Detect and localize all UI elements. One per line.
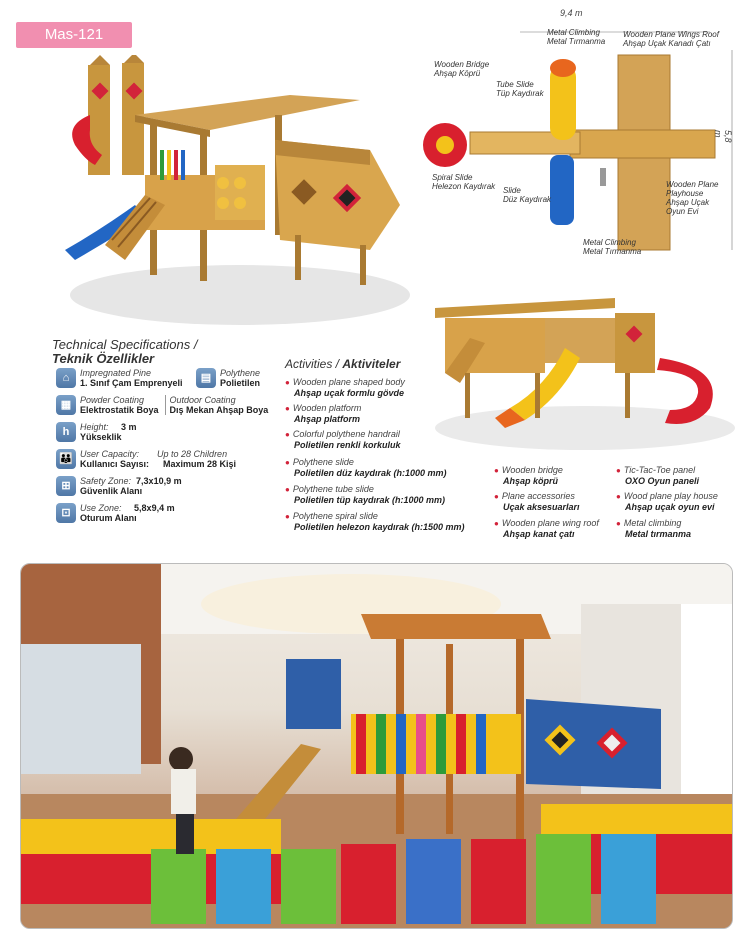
- spec-safety-zone: ⊞ Safety Zone: 7,3x10,9 m Güvenlik Alanı: [56, 476, 182, 496]
- spec-coating: ▦ Powder Coating Elektrostatik Boya Outdoor Coating Dış Mekan Ahşap Boya: [56, 395, 268, 415]
- depth-dimension: 5,8 m: [713, 130, 733, 143]
- activity-item: ● Polythene spiral slide Polietilen helezon kaydırak (h:1500 mm): [285, 511, 465, 532]
- coating-icon: ▦: [56, 395, 76, 415]
- photo-scene: [21, 564, 733, 929]
- label-wooden-bridge: Wooden Bridge Ahşap Köprü: [434, 60, 490, 78]
- top-view-diagram: [410, 20, 745, 260]
- activity-item: ● Wooden plane shaped body Ahşap uçak formlu gövde: [285, 377, 405, 398]
- height-icon: h: [56, 422, 76, 442]
- use-zone-icon: ⊡: [56, 503, 76, 523]
- activity-item: ● Plane accessories Uçak aksesuarları: [494, 491, 580, 512]
- label-metal-climbing-bottom: Metal Climbing Metal Tırmanma: [583, 238, 642, 256]
- installation-photo: [20, 563, 733, 929]
- activity-item: ● Polythene slide Polietilen düz kaydırak (h:1000 mm): [285, 457, 447, 478]
- spec-material-2: ▤ Polythene Polietilen: [196, 368, 260, 388]
- activity-item: ● Wooden plane wing roof Ahşap kanat çatı: [494, 518, 599, 539]
- label-playhouse: Wooden Plane Playhouse Ahşap Uçak Oyun Evi: [666, 180, 719, 216]
- activity-item: ● Wooden bridge Ahşap köprü: [494, 465, 563, 486]
- safety-zone-icon: ⊞: [56, 476, 76, 496]
- activity-item: ● Polythene tube slide Polietilen tüp kaydırak (h:1000 mm): [285, 484, 446, 505]
- label-wing-roof: Wooden Plane Wings Roof Ahşap Uçak Kanadı Çatı: [623, 30, 719, 48]
- spec-material: ⌂ Impregnated Pine 1. Sınıf Çam Emprenyeli: [56, 368, 183, 388]
- users-icon: 👪: [56, 449, 76, 469]
- pine-icon: ⌂: [56, 368, 76, 388]
- activity-item: ● Wooden platform Ahşap platform: [285, 403, 362, 424]
- side-render: [425, 278, 735, 458]
- specs-title: Technical Specifications / Teknik Özellikler: [52, 337, 198, 366]
- label-spiral-slide: Spiral Slide Helezon Kaydırak: [432, 173, 496, 191]
- polythene-icon: ▤: [196, 368, 216, 388]
- label-metal-climbing-top: Metal Climbing Metal Tırmanma: [547, 28, 606, 46]
- activity-item: ● Colorful polythene handrail Polietilen renkli korkuluk: [285, 429, 401, 450]
- activity-item: ● Tic-Tac-Toe panel OXO Oyun paneli: [616, 465, 700, 486]
- activities-title: Activities / Aktiviteler: [285, 357, 401, 371]
- width-dimension: 9,4 m: [560, 8, 583, 18]
- activity-item: ● Metal climbing Metal tırmanma: [616, 518, 692, 539]
- activity-item: ● Wood plane play house Ahşap uçak oyun evi: [616, 491, 718, 512]
- label-slide: Slide Düz Kaydırak: [503, 186, 552, 204]
- label-tube-slide: Tube Slide Tüp Kaydırak: [496, 80, 544, 98]
- playground-render: [40, 55, 420, 330]
- spec-use-zone: ⊡ Use Zone: 5,8x9,4 m Oturum Alanı: [56, 503, 175, 523]
- spec-capacity: 👪 User Capacity: Up to 28 Children Kullanıcı Sayısı: Maximum 28 Kişi: [56, 449, 236, 469]
- spec-height: h Height: 3 m Yükseklik: [56, 422, 137, 442]
- model-badge: Mas-121: [16, 22, 132, 48]
